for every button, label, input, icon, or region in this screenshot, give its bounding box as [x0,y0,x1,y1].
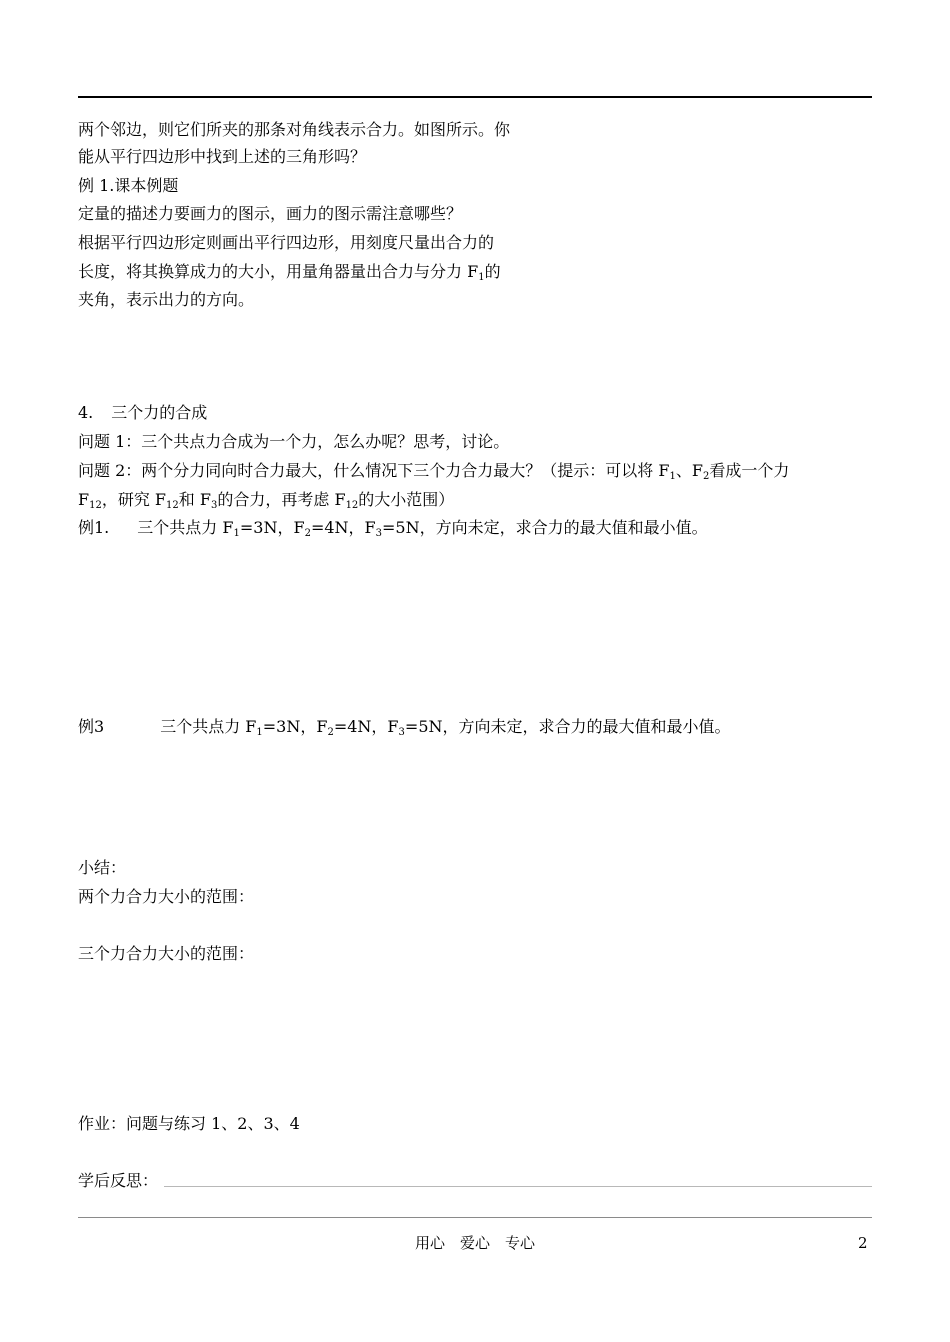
example-3 [78,714,731,743]
subscript: 3 [210,500,218,511]
homework: 作业：问题与练习 1、2、3、4 [78,1114,300,1133]
text-run: 的 [484,262,501,281]
text-run: 的大小范围） [358,490,455,509]
question-1: 问题 1：三个共点力合成为一个力，怎么办呢？思考，讨论。 [78,432,510,451]
text-run: 、F [675,461,703,480]
section-heading [78,400,207,426]
text-run: 的合力，再考虑 F [217,490,346,509]
question-2-continued [78,487,454,516]
text-run: =3N，F [239,518,305,537]
text-run: =5N，方向未定，求合力的最大值和最小值。 [404,717,731,736]
subscript: 1 [233,528,240,539]
subscript: 2 [327,727,334,738]
subscript: 1 [256,727,263,738]
reflection-label: 学后反思： [78,1171,159,1190]
paragraph-line: 能从平行四边形中找到上述的三角形吗？ [78,147,367,166]
footer-rule [78,1217,872,1218]
text-run: =3N，F [262,717,328,736]
subscript: 1 [669,471,676,482]
example-heading: 例 1.课本例题 [78,176,179,195]
question-2 [78,458,789,487]
text-run: =5N，方向未定，求合力的最大值和最小值。 [382,518,708,537]
section-number: 4. [78,403,94,422]
paragraph-line [78,259,501,288]
text-run: 看成一个力 [709,461,790,480]
paragraph-line: 根据平行四边形定则画出平行四边形，用刻度尺量出合力的 [78,233,495,252]
page-number: 2 [858,1234,868,1252]
subscript: 1 [478,272,485,283]
subscript: 12 [166,500,179,511]
text-run: =4N，F [333,717,399,736]
text-run: 三个共点力 F [160,717,257,736]
subscript: 3 [398,727,405,738]
three-forces-range: 三个力合力大小的范围： [78,944,255,963]
text-run: 和 F [178,490,211,509]
subscript: 12 [89,500,102,511]
two-forces-range: 两个力合力大小的范围： [78,887,255,906]
text-run: 问题 2：两个分力同向时合力最大，什么情况下三个力合力最大？（提示：可以将 F [78,461,670,480]
paragraph-line: 两个邻边，则它们所夹的那条对角线表示合力。如图所示。你 [78,120,511,139]
subscript: 2 [304,528,311,539]
text-run: 长度，将其换算成力的大小，用量角器量出合力与分力 F [78,262,479,281]
subscript: 12 [345,500,359,511]
text-run: F [78,490,90,509]
paragraph-line: 定量的描述力要画力的图示，画力的图示需注意哪些？ [78,204,463,223]
text-run: ，研究 F [101,490,167,509]
section-title: 三个力的合成 [111,403,208,422]
footer-text: 用心 爱心 专心 [414,1234,535,1252]
example-label: 例1. [78,518,110,537]
text-run: 三个共点力 F [137,518,234,537]
example-1 [78,515,708,544]
reflection-blank-line [164,1186,872,1187]
summary-heading: 小结： [78,858,127,877]
example-label: 例3 [78,717,105,736]
text-run: =4N，F [310,518,376,537]
subscript: 2 [702,471,710,482]
header-rule [78,96,872,98]
paragraph-line: 夹角，表示出力的方向。 [78,290,255,309]
subscript: 3 [375,528,383,539]
